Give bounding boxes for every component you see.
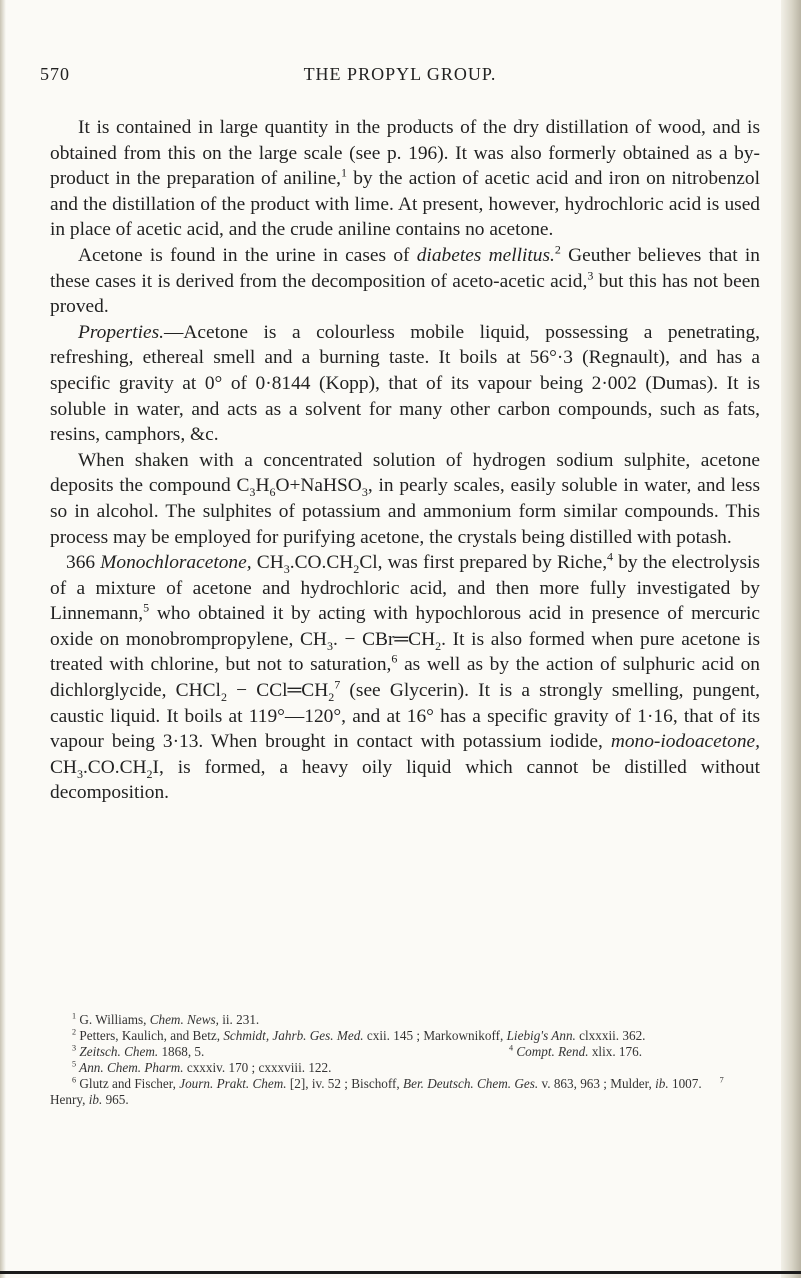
source-title: Chem. News, xyxy=(149,1012,219,1027)
subscript: 3 xyxy=(76,766,83,781)
footnotes xyxy=(50,1012,762,1109)
running-head: THE PROPYL GROUP. xyxy=(303,64,497,84)
footnote-ref: 2 xyxy=(554,242,561,257)
source-title: Liebig's Ann. xyxy=(506,1028,576,1044)
page-left-edge xyxy=(0,0,6,1278)
subscript: 2 xyxy=(220,689,227,704)
text-run: .CO.CH xyxy=(82,756,147,778)
text-run: 1007. xyxy=(668,1076,702,1092)
footnote-6 xyxy=(50,1076,762,1108)
footnote-ref: 6 xyxy=(391,652,398,666)
text-run: [2], iv. 52 ; Bischoff, xyxy=(286,1076,404,1092)
text-run: CH xyxy=(251,552,284,574)
text-run: v. 863, 963 ; Mulder, xyxy=(538,1076,656,1092)
footnote-mark: 1 xyxy=(72,1011,77,1021)
subscript: 6 xyxy=(269,485,276,500)
text-run: When shaken with a concentrated solution of hydrogen sodium sulphite, acetone deposits the compound C xyxy=(50,449,760,497)
source-title: Compt. Rend. xyxy=(513,1044,589,1060)
footnote-mark: 7 xyxy=(719,1075,724,1085)
footnote-ref: 4 xyxy=(607,549,614,564)
text-run: , in pearly scales, easily soluble in water, and less so in alcohol. The sulphites of potassium and ammonium form similar compounds. This process may be employed for purifying acetone, the crystals being distilled with potash. xyxy=(50,475,760,548)
text-run: xlix. 176. xyxy=(588,1044,642,1060)
section-number: 366 xyxy=(66,552,101,574)
paragraph-monochloracetone xyxy=(50,550,760,806)
footnote-ref: 1 xyxy=(341,165,348,180)
page-number: 570 xyxy=(40,64,70,84)
text-run: by the action of acetic acid and iron on nitrobenzol and the distillation of the product with lime. At present, however, hydrochloric acid is used in place of acetic acid, and the crude aniline contains no acetone. xyxy=(50,168,760,241)
text-run: cxxxiv. 170 ; cxxxviii. 122. xyxy=(183,1060,332,1076)
source-title: Journ. Prakt. Chem. xyxy=(179,1076,287,1092)
footnote-mark: 4 xyxy=(508,1043,514,1053)
text-run: Acetone is found in the urine in cases of xyxy=(78,244,417,266)
footnote-mark: 6 xyxy=(72,1075,77,1085)
subscript: 3 xyxy=(283,561,290,576)
footnote-ref: 5 xyxy=(143,600,150,615)
subscript: 2 xyxy=(146,766,153,781)
source-title: ib. xyxy=(655,1076,669,1092)
subscript: 3 xyxy=(249,485,256,500)
text-run: who obtained it by acting with hypochlorous acid in presence of mercuric oxide on monobrompropylene, CH xyxy=(50,603,760,650)
footnote-mark: 3 xyxy=(72,1043,77,1053)
text-run: It is contained in large quantity in the products of the dry distillation of wood, and is obtained from this on the large scale (see p. 196). It was also formerly obtained as a by-product in the preparation of aniline, xyxy=(50,117,760,190)
text-run: by the electrolysis of a mixture of acetone and hydrochloric acid, and then more fully investigated by Linnemann, xyxy=(50,552,760,625)
text-run: but this has not been proved. xyxy=(50,270,760,318)
source-title: ib. xyxy=(88,1092,103,1108)
text-run: —Acetone is a colourless mobile liquid, possessing a penetrating, refreshing, ethereal smell and a burning taste. It boils at 56°·3 (Regnault), and has a specific gravity at 0° of 0·8144 (Kopp), that of its vapour being 2·002 (Dumas). It is soluble in water, and acts as a solvent for many other carbon compounds, such as fats, resins, camphors, &c. xyxy=(50,321,760,446)
footnote-2 xyxy=(50,1028,762,1044)
footnote-ref: 7 xyxy=(334,677,341,692)
text-run: cxii. 145 ; Markownikoff, xyxy=(363,1028,507,1044)
text-run: O+NaHSO xyxy=(275,475,362,497)
footnote-row-3-4 xyxy=(50,1044,762,1060)
text-run: H xyxy=(255,475,270,497)
text-run: . It is also formed when pure acetone is treated with chlorine, but not to saturation, xyxy=(50,628,761,676)
text-run: Cl, was first prepared by Riche, xyxy=(359,552,608,574)
source-title: Ann. Chem. Pharm. xyxy=(76,1060,184,1076)
footnote-mark: 2 xyxy=(72,1027,77,1037)
text-run: − CCl═CH xyxy=(226,680,329,702)
text-run: ii. 231. xyxy=(218,1012,260,1027)
subscript: 2 xyxy=(353,561,360,576)
text-run: as well as by the action of sulphuric acid on dichlorglycide, CHCl xyxy=(50,654,760,702)
footnote-3 xyxy=(50,1044,204,1060)
footnote-mark: 5 xyxy=(72,1059,77,1069)
subscript: 2 xyxy=(435,638,442,653)
body-text xyxy=(50,115,760,806)
source-title: Schmidt, Jahrb. Ges. Med. xyxy=(223,1028,364,1044)
paragraph-2 xyxy=(50,243,760,320)
text-run: 965. xyxy=(102,1092,129,1108)
section-title: Monochloracetone, xyxy=(100,552,252,574)
subscript: 2 xyxy=(328,689,335,704)
page-right-edge xyxy=(781,0,801,1278)
footnote-4 xyxy=(509,1044,762,1060)
italic-term: mono-iodoacetone, xyxy=(610,731,760,753)
text-run: I, is formed, a heavy oily liquid which cannot be distilled without decomposition. xyxy=(50,756,760,804)
text-run: clxxxii. 362. xyxy=(575,1028,646,1044)
text-run: . − CBr═CH xyxy=(332,628,436,650)
page-header xyxy=(40,64,760,88)
text-run: CH xyxy=(50,756,77,778)
source-title: Zeitsch. Chem. xyxy=(76,1044,159,1060)
source-title: Ber. Deutsch. Chem. Ges. xyxy=(403,1076,539,1092)
text-run: Glutz and Fischer, xyxy=(76,1076,180,1092)
footnote-ref: 3 xyxy=(587,268,594,283)
text-run: Geuther believes that in these cases it is derived from the decomposition of aceto-acetic acid, xyxy=(50,244,760,292)
italic-term: diabetes mellitus. xyxy=(416,244,555,266)
subscript: 3 xyxy=(326,638,333,653)
text-run: (see Glycerin). It is a strongly smelling, pungent, caustic liquid. It boils at 119°—120°, and at 16° has a specific gravity of 1·16, that of its vapour being 3·13. When brought in contact with potassium iodide, xyxy=(50,680,761,753)
text-run: Henry, xyxy=(50,1092,89,1108)
paragraph-properties xyxy=(50,320,760,448)
section-label: Properties. xyxy=(78,321,164,343)
text-run: 1868, 5. xyxy=(158,1044,205,1060)
text-run: G. Williams, xyxy=(76,1012,150,1027)
text-run: Petters, Kaulich, and Betz, xyxy=(76,1028,224,1044)
paragraph-sulphite xyxy=(50,448,760,550)
text-run: .CO.CH xyxy=(289,552,354,574)
bottom-rule xyxy=(0,1271,801,1274)
subscript: 3 xyxy=(361,485,368,500)
footnote-5 xyxy=(50,1060,762,1076)
footnote-1 xyxy=(50,1012,762,1028)
paragraph-1 xyxy=(50,115,760,243)
